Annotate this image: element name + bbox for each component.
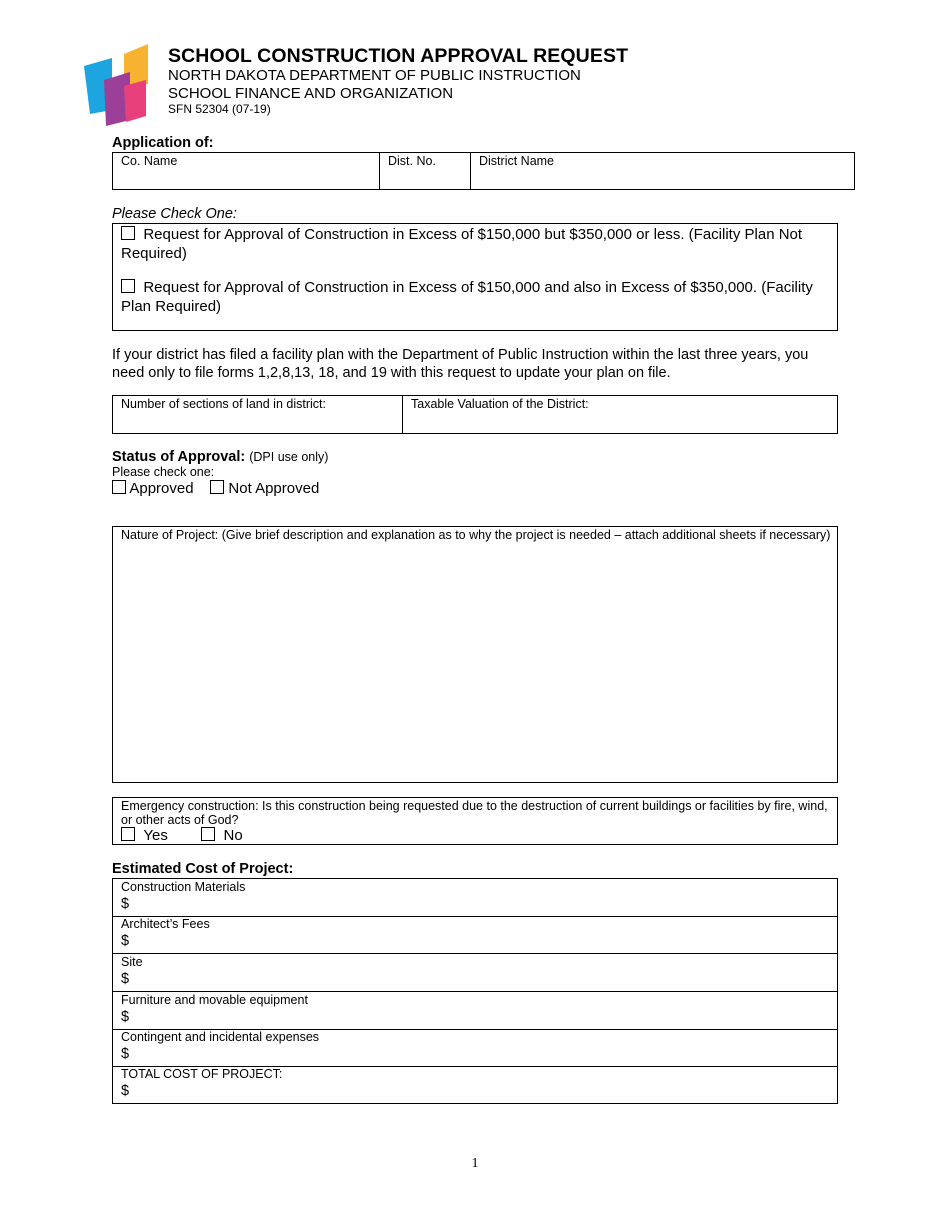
cost-row-architects-fees[interactable] [113, 916, 837, 954]
not-approved-label: Not Approved [228, 480, 320, 497]
status-heading: Status of Approval: [112, 449, 246, 465]
dollar-sign: $ [121, 1046, 130, 1062]
checkbox-no[interactable] [201, 827, 215, 841]
status-heading-line [112, 449, 328, 465]
form-title: SCHOOL CONSTRUCTION APPROVAL REQUEST [168, 45, 629, 67]
dollar-sign: $ [121, 896, 130, 912]
application-heading: Application of: [112, 135, 214, 151]
form-number: SFN 52304 (07-19) [168, 102, 271, 116]
checkbox-approved[interactable] [112, 480, 126, 494]
cost-label: Architect’s Fees [121, 917, 210, 931]
district-name-label: District Name [479, 154, 555, 168]
status-note: (DPI use only) [249, 450, 329, 464]
cost-table [112, 878, 838, 1104]
option-no-facility-plan [121, 225, 821, 263]
check-one-box [112, 223, 838, 331]
nature-of-project-box[interactable] [112, 526, 838, 783]
checkbox-option1[interactable] [121, 226, 135, 240]
dollar-sign: $ [121, 933, 130, 949]
land-table [112, 395, 838, 434]
nature-of-project-label: Nature of Project: (Give brief description and explanation as to why the project is needed – attach additional sheets if necessary) [121, 528, 831, 542]
approved-label: Approved [129, 480, 194, 497]
checkbox-yes[interactable] [121, 827, 135, 841]
cost-row-contingent[interactable] [113, 1029, 837, 1067]
option-facility-plan [121, 278, 821, 316]
co-name-label: Co. Name [121, 154, 178, 168]
dist-no-label: Dist. No. [388, 154, 436, 168]
ndpi-logo [84, 44, 150, 126]
check-one-heading: Please Check One: [112, 206, 237, 222]
cost-row-furniture[interactable] [113, 992, 837, 1030]
cost-label: TOTAL COST OF PROJECT: [121, 1067, 283, 1081]
checkbox-not-approved[interactable] [210, 480, 224, 494]
facility-plan-note: If your district has filed a facility plan with the Department of Public Instruction within the last three years, you need only to file forms 1,2,8,13, 18, and 19 with this request to update your plan on file. [112, 347, 809, 381]
cost-row-total[interactable] [113, 1066, 837, 1104]
option1-text: Request for Approval of Construction in Excess of $150,000 but $350,000 or less. (Facility Plan Not Required) [121, 226, 803, 262]
option2-text: Request for Approval of Construction in Excess of $150,000 and also in Excess of $350,000. (Facility Plan Required) [121, 279, 813, 315]
dollar-sign: $ [121, 1009, 130, 1025]
department-name: NORTH DAKOTA DEPARTMENT OF PUBLIC INSTRUCTION [168, 67, 581, 84]
yes-label: Yes [143, 827, 168, 844]
sections-of-land-label: Number of sections of land in district: [121, 397, 326, 411]
emergency-box [112, 797, 838, 845]
page-number: 1 [471, 1156, 479, 1171]
emergency-options [121, 827, 243, 844]
cost-heading: Estimated Cost of Project: [112, 861, 294, 877]
cost-label: Construction Materials [121, 880, 246, 894]
status-options [112, 480, 319, 497]
application-table [112, 152, 855, 190]
cost-row-construction-materials[interactable] [113, 879, 837, 917]
logo-pink-shape [124, 80, 146, 122]
cost-label: Contingent and incidental expenses [121, 1030, 320, 1044]
division-name: SCHOOL FINANCE AND ORGANIZATION [168, 85, 454, 102]
dollar-sign: $ [121, 1083, 130, 1099]
taxable-valuation-label: Taxable Valuation of the District: [411, 397, 589, 411]
cost-row-site[interactable] [113, 954, 837, 992]
cost-label: Site [121, 955, 143, 969]
status-instruction: Please check one: [112, 465, 215, 479]
emergency-question: Emergency construction: Is this construction being requested due to the destruction of current buildings or facilities by fire, wind, or other acts of God? [121, 799, 828, 827]
checkbox-option2[interactable] [121, 279, 135, 293]
no-label: No [223, 827, 243, 844]
cost-label: Furniture and movable equipment [121, 993, 308, 1007]
dollar-sign: $ [121, 971, 130, 987]
